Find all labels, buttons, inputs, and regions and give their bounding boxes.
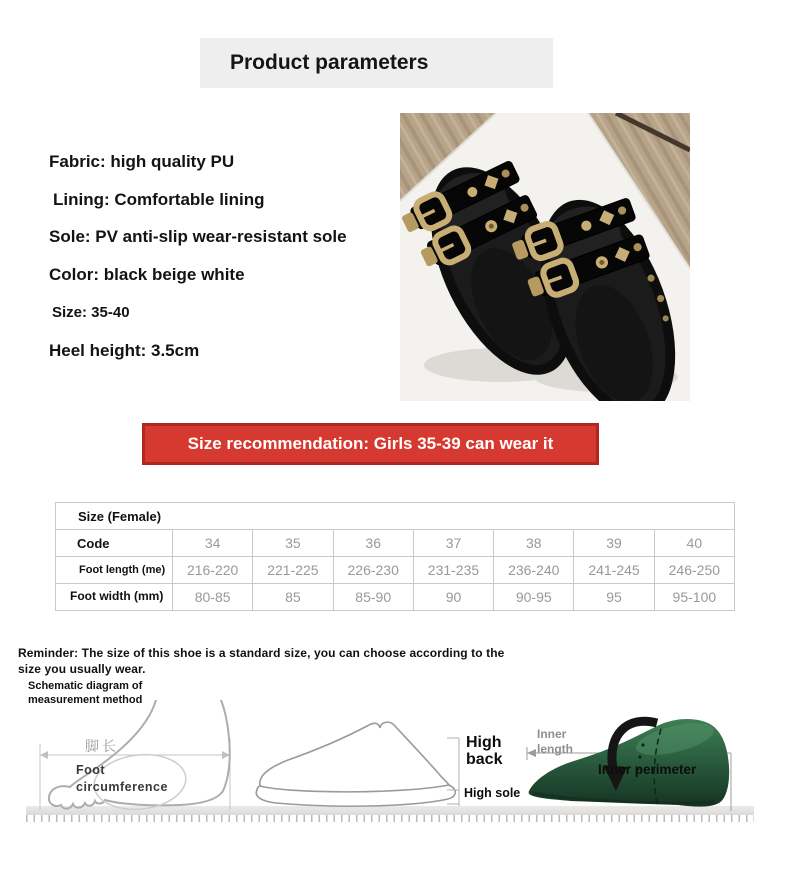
- inner-length-label: Inner length: [537, 727, 573, 756]
- foot-width-cell: 90: [413, 584, 493, 611]
- foot-length-cell: 241-245: [574, 557, 654, 584]
- spec-fabric: Fabric: high quality PU: [49, 152, 235, 171]
- row-label-foot-width: Foot width (mm): [56, 584, 173, 611]
- foot-length-cell: 246-250: [654, 557, 734, 584]
- foot-width-cell: 95-100: [654, 584, 734, 611]
- reminder-text: Reminder: The size of this shoe is a standard size, you can choose according to the size you usually wear.: [18, 646, 505, 676]
- foot-length-cell: 221-225: [253, 557, 333, 584]
- schematic-caption-line1: Schematic diagram of: [28, 680, 143, 692]
- code-cell: 35: [253, 530, 333, 557]
- code-cell: 40: [654, 530, 734, 557]
- spec-size: Size: 35-40: [52, 304, 130, 321]
- table-row-title: [56, 503, 735, 530]
- foot-width-cell: 85-90: [333, 584, 413, 611]
- banner-text: Size recommendation: Girls 35-39 can wear it: [187, 434, 554, 453]
- code-cell: 37: [413, 530, 493, 557]
- spec-lining: Lining: Comfortable lining: [53, 190, 265, 209]
- foot-width-cell: 90-95: [494, 584, 574, 611]
- table-row-foot-length: [56, 557, 735, 584]
- row-label-foot-length: Foot length (me): [56, 557, 173, 584]
- high-back-label: High back: [466, 734, 503, 768]
- code-cell: 38: [494, 530, 574, 557]
- foot-width-cell: 95: [574, 584, 654, 611]
- spec-color: Color: black beige white: [49, 265, 245, 284]
- foot-length-label: 脚长: [85, 738, 119, 754]
- row-label-code: Code: [56, 530, 173, 557]
- table-row-code: [56, 530, 735, 557]
- inner-perimeter-label: Inner perimeter: [598, 762, 697, 777]
- high-sole-label: High sole: [464, 786, 521, 800]
- ruler-ticks: [26, 815, 754, 822]
- shoe-last-diagram: [523, 703, 743, 815]
- spec-heel-height: Heel height: 3.5cm: [49, 341, 200, 360]
- foot-length-cell: 216-220: [173, 557, 253, 584]
- foot-length-cell: 226-230: [333, 557, 413, 584]
- foot-length-cell: 231-235: [413, 557, 493, 584]
- foot-width-cell: 85: [253, 584, 333, 611]
- page-title: Product parameters: [230, 51, 429, 74]
- schematic-caption-line2: measurement method: [28, 694, 143, 707]
- foot-circumference-label: Foot circumference: [76, 763, 168, 794]
- size-table-title: Size (Female): [56, 503, 735, 530]
- spec-sole: Sole: PV anti-slip wear-resistant sole: [49, 227, 347, 246]
- code-cell: 36: [333, 530, 413, 557]
- foot-length-cell: 236-240: [494, 557, 574, 584]
- product-photo: [400, 113, 690, 401]
- shoe-side-diagram: [252, 716, 467, 811]
- product-parameters-header: [200, 38, 553, 88]
- foot-width-cell: 80-85: [173, 584, 253, 611]
- table-row-foot-width: [56, 584, 735, 611]
- code-cell: 34: [173, 530, 253, 557]
- size-table: [55, 502, 735, 611]
- size-recommendation-banner: [142, 423, 599, 465]
- code-cell: 39: [574, 530, 654, 557]
